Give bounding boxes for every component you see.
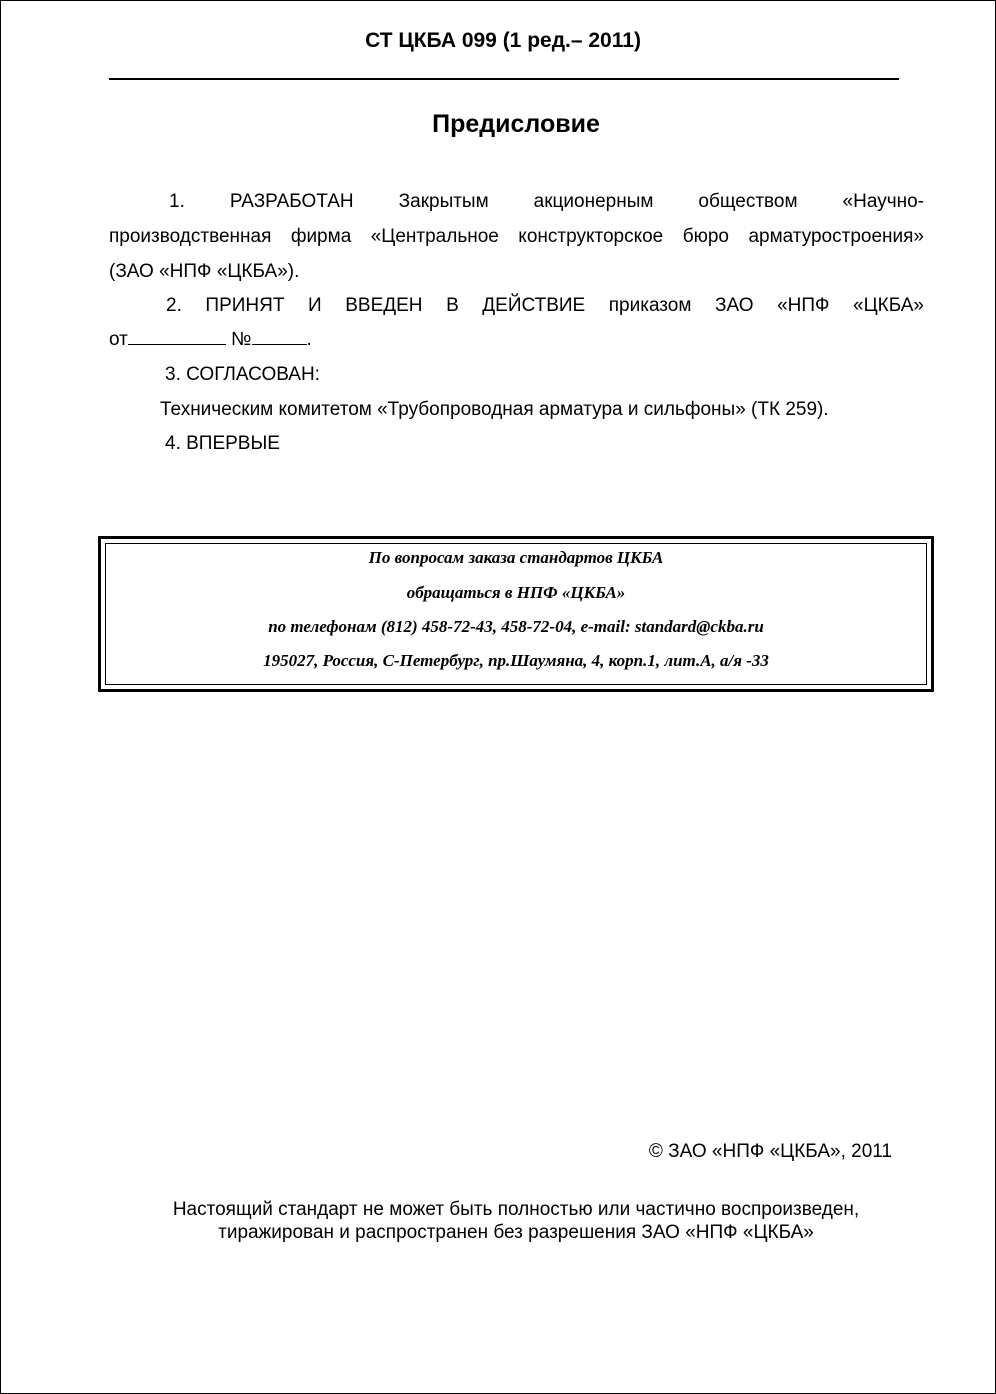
contact-box xyxy=(98,536,934,692)
date-blank xyxy=(128,328,226,345)
contact-line-1: По вопросам заказа стандартов ЦКБА xyxy=(368,548,664,567)
item2-number-sign: № xyxy=(231,329,252,350)
contact-line-3: по телефонам (812) 458-72-43, 458-72-04, e-mail: standard@ckba.ru xyxy=(268,617,764,636)
document-header: СТ ЦКБА 099 (1 ред.– 2011) xyxy=(365,29,641,52)
item2-line-end: . xyxy=(306,329,312,350)
copyright: © ЗАО «НПФ «ЦКБА», 2011 xyxy=(648,1141,892,1162)
item2-line2 xyxy=(109,323,312,357)
contact-line-4: 195027, Россия, С-Петербург, пр.Шаумяна, 4, корп.1, лит.А, а/я -33 xyxy=(263,651,769,670)
number-blank xyxy=(252,328,307,345)
header-rule xyxy=(109,78,899,80)
item1-line3: (ЗАО «НПФ «ЦКБА»). xyxy=(109,261,300,282)
contact-box-inner-frame xyxy=(105,543,927,685)
notice-line-1: Настоящий стандарт не может быть полностью или частично воспроизведен, xyxy=(172,1199,860,1220)
item2-date-prefix: от xyxy=(109,329,128,350)
item2-line1: 2. ПРИНЯТ И ВВЕДЕН В ДЕЙСТВИЕ приказом ЗАО «НПФ «ЦКБА» xyxy=(166,295,924,316)
item1-line1: 1. РАЗРАБОТАН Закрытым акционерным обществом «Научно- xyxy=(169,191,924,212)
page-title: Предисловие xyxy=(432,110,600,138)
contact-line-2: обращаться в НПФ «ЦКБА» xyxy=(406,583,626,602)
notice-line-2: тиражирован и распространен без разрешения ЗАО «НПФ «ЦКБА» xyxy=(218,1222,814,1243)
item3-line2: Техническим комитетом «Трубопроводная арматура и сильфоны» (ТК 259). xyxy=(160,399,829,420)
item4-line1: 4. ВПЕРВЫЕ xyxy=(165,433,280,454)
item3-line1: 3. СОГЛАСОВАН: xyxy=(165,364,320,385)
item1-line2: производственная фирма «Центральное конструкторское бюро арматуростроения» xyxy=(109,226,924,247)
